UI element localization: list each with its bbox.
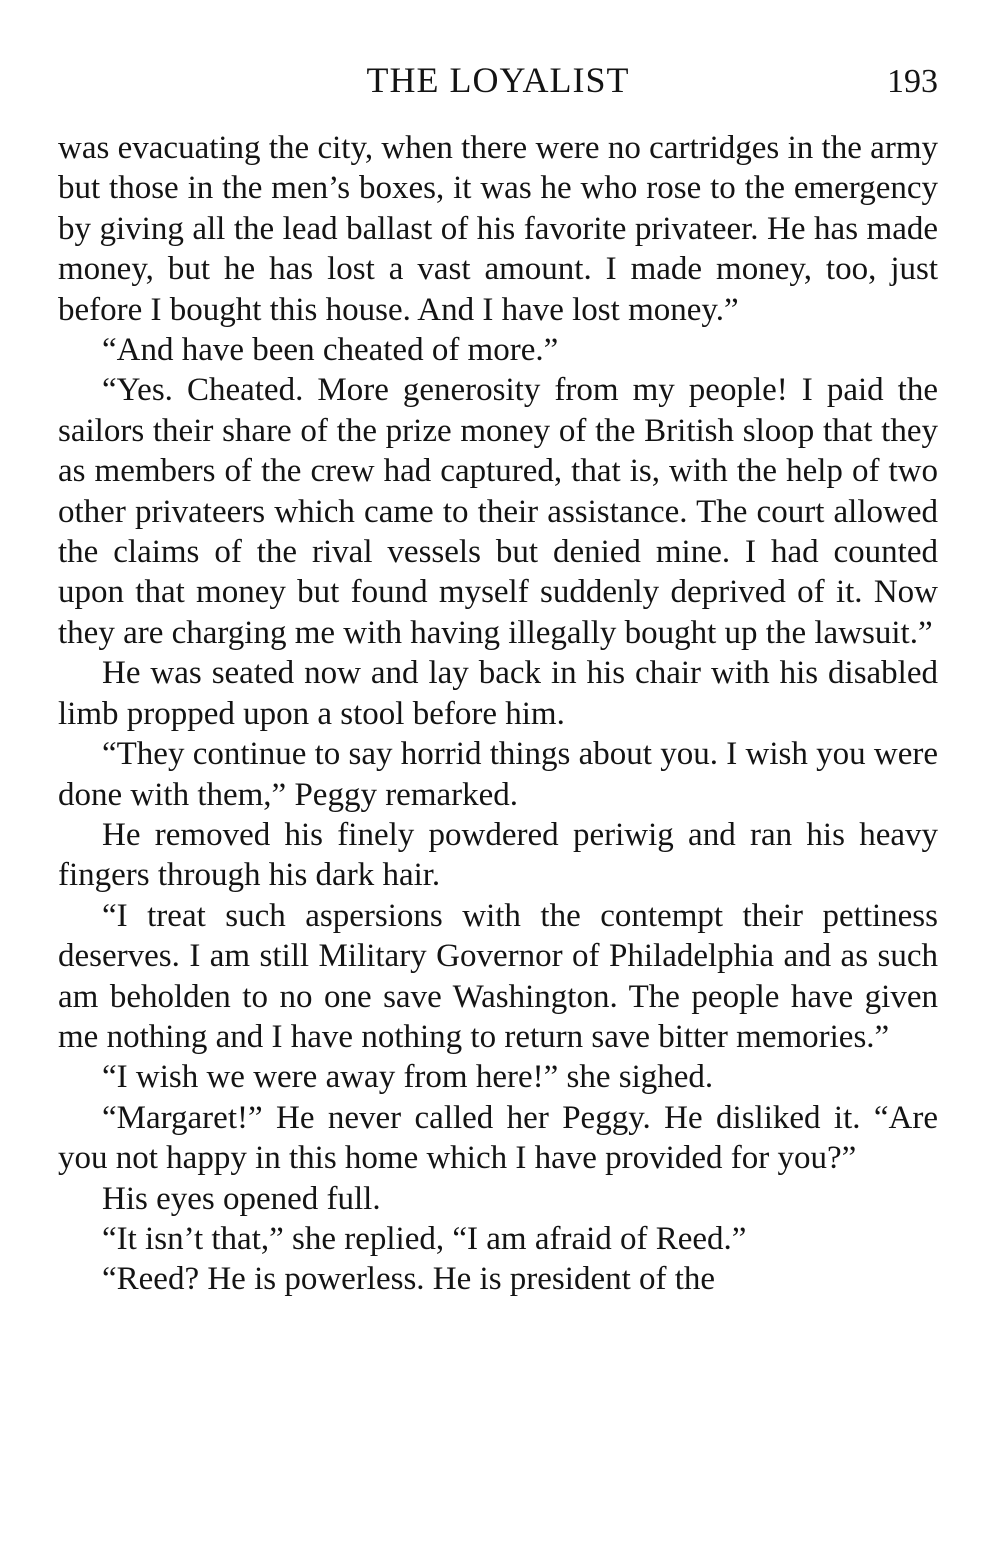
paragraph: “Reed? He is powerless. He is president of the bbox=[102, 1261, 716, 1298]
paragraph: “I wish we were away from here!” she sighed. bbox=[102, 1059, 714, 1096]
paragraph: He was seated now and lay back in his chair with his disabled limb propped upon a stool before him. bbox=[58, 655, 938, 732]
page-number: 193 bbox=[887, 63, 938, 100]
paragraph: “Yes. Cheated. More generosity from my people! I paid the sailors their share of the prize money of the British sloop that they as members of the crew had captured, that is, with the help of two other privateers which came to their assistance. The court allowed the claims of the rival vessels but denied mine. I had counted upon that money but found myself suddenly deprived of it. Now they are charging me with having illegally bought up the lawsuit.” bbox=[58, 372, 938, 651]
paragraph: “It isn’t that,” she replied, “I am afraid of Reed.” bbox=[102, 1220, 747, 1257]
running-head: THE LOYALIST bbox=[366, 60, 630, 100]
paragraph: “They continue to say horrid things about you. I wish you were done with them,” Peggy remarked. bbox=[58, 736, 938, 813]
paragraph: His eyes opened full. bbox=[102, 1180, 381, 1217]
paragraph: He removed his finely powdered periwig and ran his heavy fingers through his dark hair. bbox=[58, 816, 938, 894]
body-text bbox=[58, 128, 938, 1300]
paragraph: “And have been cheated of more.” bbox=[102, 332, 559, 369]
paragraph: “Margaret!” He never called her Peggy. He disliked it. “Are you not happy in this home which I have provided for you?” bbox=[58, 1099, 938, 1177]
paragraph: was evacuating the city, when there were no cartridges in the army but those in the men’s boxes, it was he who rose to the emergency by giving all the lead ballast of his favorite privateer. He has made money, but he has lost a vast amount. I made money, too, just before I bought this house. And I have lost money.” bbox=[58, 130, 938, 328]
book-page bbox=[58, 52, 938, 1300]
page-header bbox=[58, 52, 938, 110]
paragraph: “I treat such aspersions with the contempt their pettiness deserves. I am still Military Governor of Philadelphia and as such am beholden to no one save Washington. The people have given me nothing and I have nothing to return save bitter memories.” bbox=[58, 897, 938, 1055]
